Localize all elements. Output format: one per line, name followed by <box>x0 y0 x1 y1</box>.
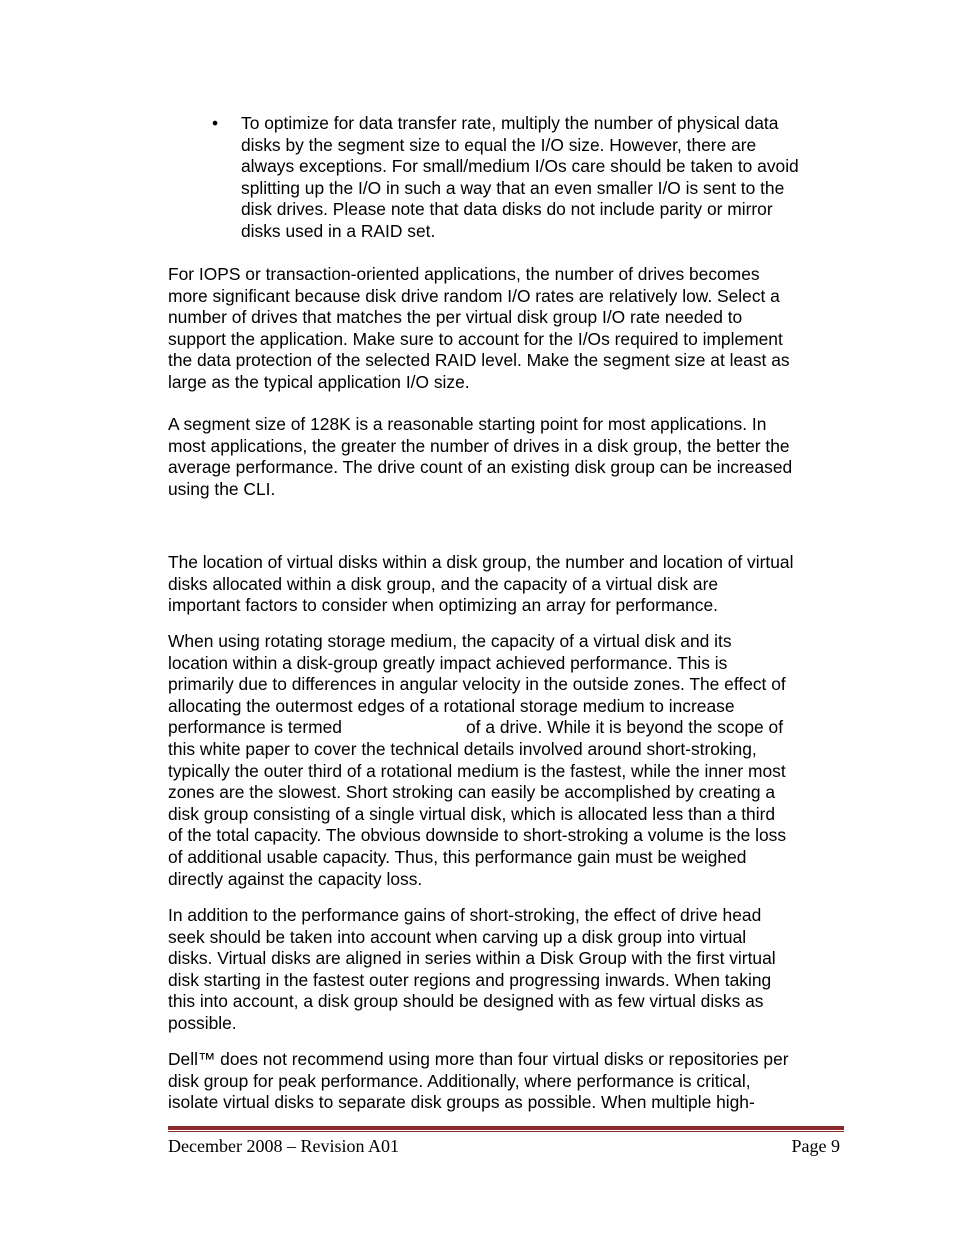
text-line: disk starting in the fastest outer regions and progressing inwards. When taking <box>168 969 772 990</box>
text-line: isolate virtual disks to separate disk groups as possible. When multiple high- <box>168 1092 755 1113</box>
text-line: possible. <box>168 1012 237 1033</box>
text-line: typically the outer third of a rotational medium is the fastest, while the inner most <box>168 760 786 781</box>
text-line: For IOPS or transaction-oriented applications, the number of drives becomes <box>168 264 760 284</box>
text-line: disks used in a RAID set. <box>241 220 436 241</box>
bullet-text <box>241 113 851 243</box>
text-line: most applications, the greater the number of drives in a disk group, the better the <box>168 435 790 456</box>
paragraph-iops <box>168 264 848 394</box>
text-line: Dell™ does not recommend using more than four virtual disks or repositories per <box>168 1049 789 1069</box>
text-line: seek should be taken into account when carving up a disk group into virtual <box>168 926 747 947</box>
text-line: of additional usable capacity. Thus, this performance gain must be weighed <box>168 846 747 867</box>
text-line: the data protection of the selected RAID level. Make the segment size at least as <box>168 350 790 371</box>
text-line: allocating the outermost edges of a rotational storage medium to increase <box>168 695 735 716</box>
text-fragment: of a drive. While it is beyond the scope of <box>465 717 784 738</box>
text-line: zones are the slowest. Short stroking can easily be accomplished by creating a <box>168 782 776 803</box>
text-line: average performance. The drive count of an existing disk group can be increased <box>168 457 793 478</box>
paragraph-drive-head-seek <box>168 905 848 1035</box>
text-line <box>168 717 848 739</box>
text-line: When using rotating storage medium, the capacity of a virtual disk and its <box>168 631 732 651</box>
paragraph-virtual-disk-location <box>168 552 848 617</box>
footer-rule-thick <box>168 1126 844 1130</box>
text-line: The location of virtual disks within a disk group, the number and location of virtual <box>168 552 794 572</box>
text-line: using the CLI. <box>168 478 276 499</box>
text-line: of the total capacity. The obvious downside to short-stroking a volume is the loss <box>168 825 787 846</box>
page-number: Page 9 <box>791 1136 840 1156</box>
text-line: disks. Virtual disks are aligned in series within a Disk Group with the first virtual <box>168 948 776 969</box>
paragraph-dell-recommendation <box>168 1049 848 1114</box>
paragraph-segment-size <box>168 414 848 500</box>
text-line: To optimize for data transfer rate, multiply the number of physical data <box>241 113 779 133</box>
text-line: this white paper to cover the technical details involved around short-stroking, <box>168 738 757 759</box>
text-line: directly against the capacity loss. <box>168 868 423 889</box>
text-line: splitting up the I/O in such a way that an even smaller I/O is sent to the <box>241 177 785 198</box>
text-line: number of drives that matches the per virtual disk group I/O rate needed to <box>168 307 743 328</box>
text-line: disks by the segment size to equal the I/O size. However, there are <box>241 134 757 155</box>
text-line: large as the typical application I/O size. <box>168 371 470 392</box>
text-line: always exceptions. For small/medium I/Os care should be taken to avoid <box>241 156 799 177</box>
text-line: In addition to the performance gains of short-stroking, the effect of drive head <box>168 905 762 925</box>
text-line: more significant because disk drive random I/O rates are relatively low. Select a <box>168 285 780 306</box>
text-line: disk group for peak performance. Additionally, where performance is critical, <box>168 1070 751 1091</box>
text-line: location within a disk-group greatly impact achieved performance. This is <box>168 652 728 673</box>
text-line: disk group consisting of a single virtual disk, which is allocated less than a third <box>168 803 776 824</box>
text-line: A segment size of 128K is a reasonable starting point for most applications. In <box>168 414 767 434</box>
bullet-marker: • <box>212 113 219 133</box>
text-line: support the application. Make sure to account for the I/Os required to implement <box>168 328 783 349</box>
footer-rule-thin <box>168 1131 844 1132</box>
text-fragment: performance is termed <box>168 717 342 738</box>
text-line: this into account, a disk group should be designed with as few virtual disks as <box>168 991 764 1012</box>
footer-revision: December 2008 – Revision A01 <box>168 1136 399 1156</box>
text-line: disks allocated within a disk group, and the capacity of a virtual disk are <box>168 573 719 594</box>
paragraph-short-stroking <box>168 631 848 890</box>
text-line: disk drives. Please note that data disks do not include parity or mirror <box>241 199 773 220</box>
text-line: important factors to consider when optimizing an array for performance. <box>168 595 718 616</box>
text-line: primarily due to differences in angular velocity in the outside zones. The effect of <box>168 674 786 695</box>
